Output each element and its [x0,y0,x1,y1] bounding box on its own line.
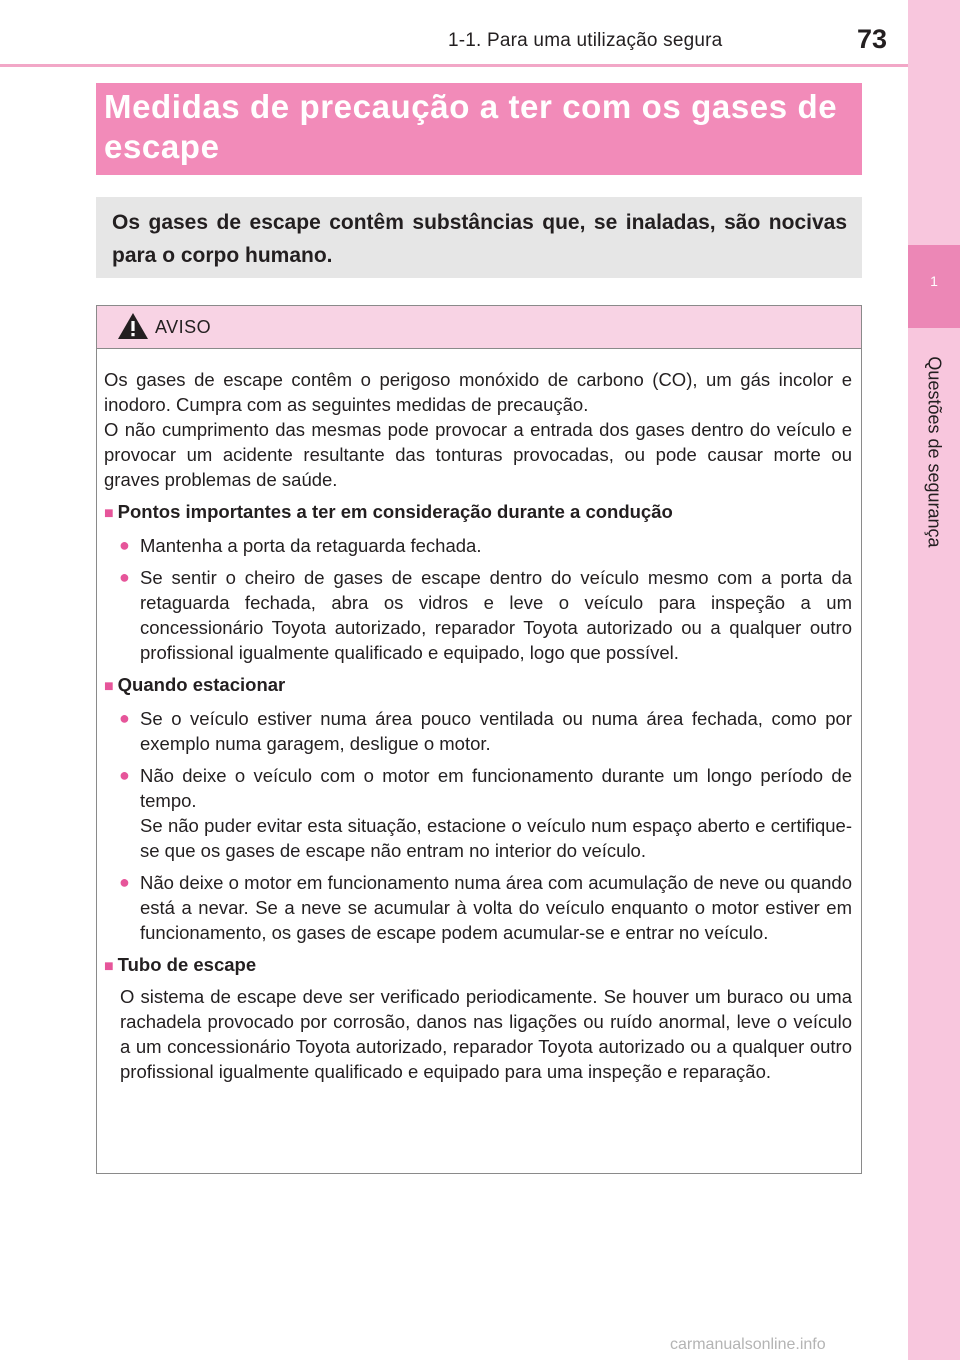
section-heading-text: Tubo de escape [117,954,257,975]
chapter-title-vertical: Questões de segurança [924,356,945,548]
list-item-text: Se sentir o cheiro de gases de escape dentro do veículo mesmo com a porta da retaguarda fechada, abra os vidros e leve o veículo para inspeção a um concessionário Toyota autorizado, reparador Toyota autorizado ou a qualquer outro profissional igualmente qualificado e equipado, logo que possível. [140,567,852,663]
section-heading-parking [104,672,852,699]
warning-intro-2: O não cumprimento das mesmas pode provocar a entrada dos gases dentro do veículo e provocar um acidente resultante das tonturas provocadas, ou pode causar morte ou graves problemas de saúde. [104,419,852,490]
circle-bullet-icon: ● [119,535,130,555]
list-item [104,706,852,756]
list-item-text: Se o veículo estiver numa área pouco ventilada ou numa área fechada, como por exemplo numa garagem, desligue o motor. [140,708,852,754]
warning-body [97,349,861,1084]
circle-bullet-icon: ● [119,708,130,728]
section-heading-exhaust-pipe [104,952,852,979]
circle-bullet-icon: ● [119,567,130,587]
title-banner [96,83,862,175]
summary-box [96,197,862,278]
list-item [104,763,852,863]
list-item [104,870,852,945]
header-divider [0,64,908,67]
list-item-text: Não deixe o motor em funcionamento numa área com acumulação de neve ou quando está a nevar. Se a neve se acumular à volta do veículo enquanto o motor estiver em funcionamento, os gases de escape podem acumular-se e entrar no veículo. [140,872,852,943]
warning-box [96,305,862,1174]
watermark: carmanualsonline.info [670,1336,826,1353]
circle-bullet-icon: ● [119,872,130,892]
section-heading-text: Pontos importantes a ter em consideração durante a condução [117,501,673,522]
list-item-text: Mantenha a porta da retaguarda fechada. [140,535,482,556]
list-item-text: Não deixe o veículo com o motor em funcionamento durante um longo período de tempo. [140,765,852,811]
square-bullet-icon: ■ [104,678,114,695]
list-item [104,533,852,558]
circle-bullet-icon: ● [119,765,130,785]
section-heading-text: Quando estacionar [117,674,286,695]
summary-text: Os gases de escape contêm substâncias que, se inaladas, são nocivas para o corpo humano. [112,211,847,267]
list-item [104,565,852,665]
square-bullet-icon: ■ [104,505,114,522]
warning-triangle-icon [117,312,149,340]
section-heading-driving [104,499,852,526]
square-bullet-icon: ■ [104,958,114,975]
warning-label: AVISO [155,317,212,337]
exhaust-pipe-paragraph: O sistema de escape deve ser verificado periodicamente. Se houver um buraco ou uma rachadela provocado por corrosão, danos nas ligações ou ruído anormal, leve o veículo a um concessionário Toyota autorizado, reparador Toyota autorizado ou a qualquer outro profissional igualmente qualificado e equipado para uma inspeção e reparação. [120,986,852,1082]
warning-intro-1: Os gases de escape contêm o perigoso monóxido de carbono (CO), um gás incolor e inodoro. Cumpra com as seguintes medidas de precaução. [104,369,852,415]
page-title: Medidas de precaução a ter com os gases de escape [104,88,838,165]
running-header: 1-1. Para uma utilização segura [448,30,723,51]
chapter-side-tab [908,0,960,1360]
warning-header [97,306,861,349]
chapter-number-tab: 1 [908,245,960,328]
page-number: 73 [857,24,888,54]
list-item-continuation: Se não puder evitar esta situação, estacione o veículo num espaço aberto e certifique-se que os gases de escape não entram no interior do veículo. [140,815,852,861]
